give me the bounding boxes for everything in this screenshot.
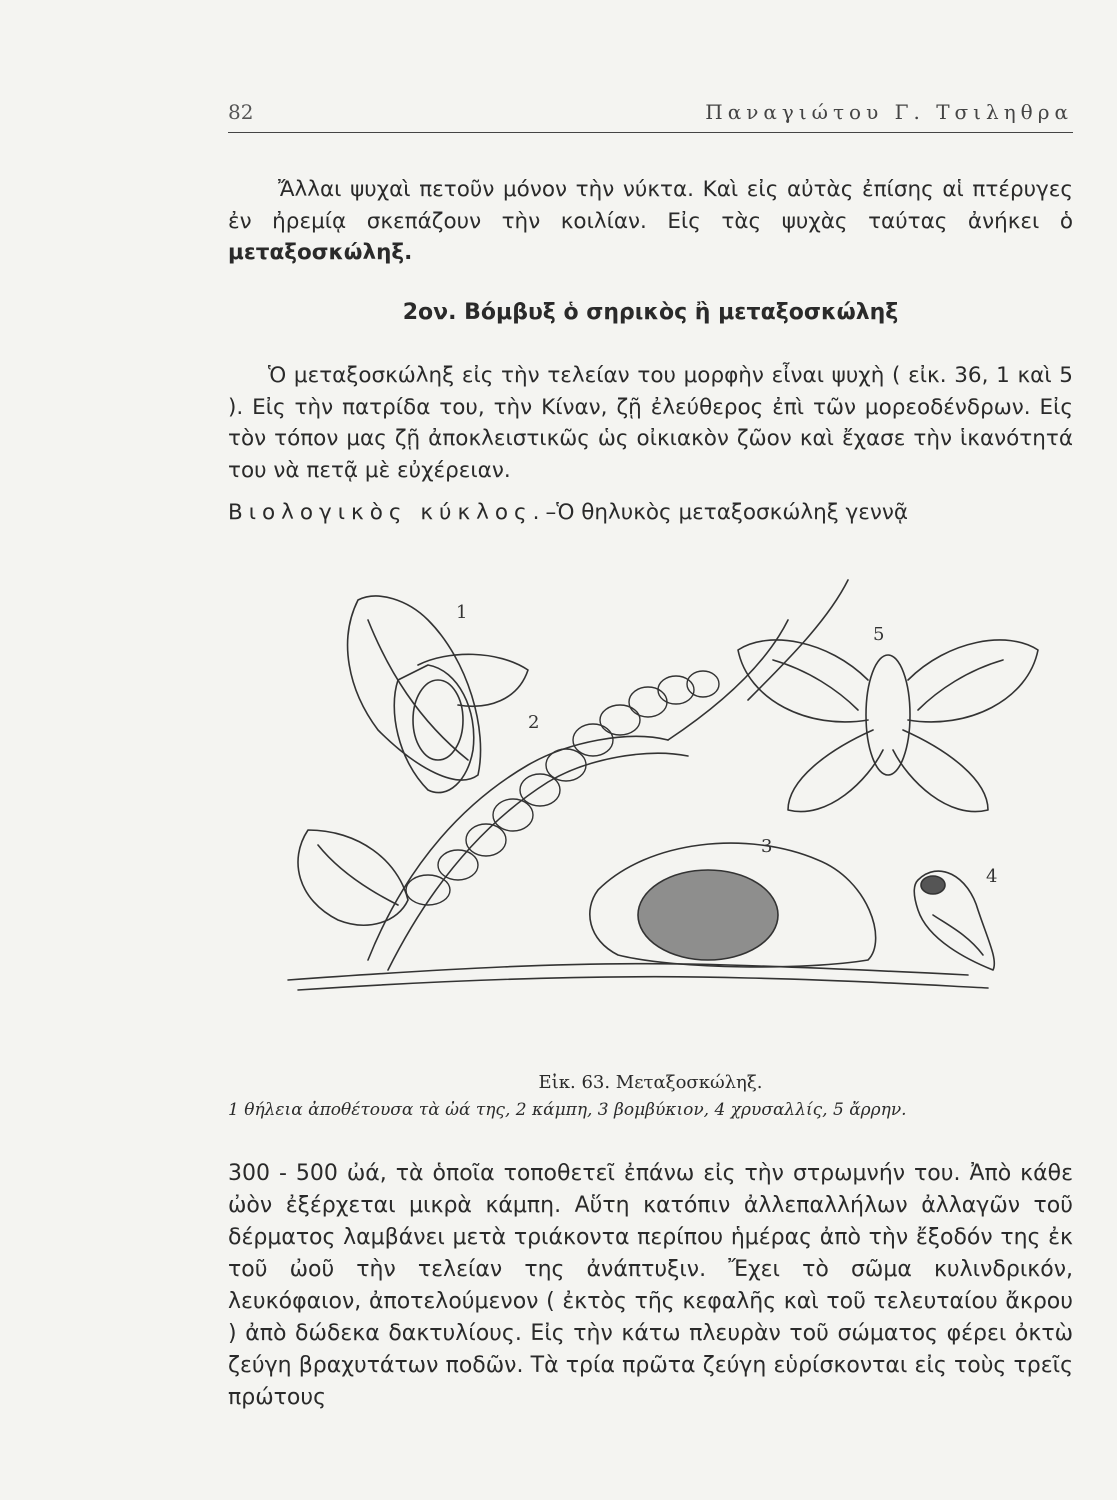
paragraph-3 xyxy=(228,497,1073,529)
spaced-title: Βιολογικὸς κύκλος. xyxy=(228,500,546,525)
silkworm-figure xyxy=(228,560,1073,1040)
paragraph-4: 300 - 500 ὠά, τὰ ὁποῖα τοποθετεῖ ἐπάνω εἰς τὴν στρωμνήν του. Ἀπὸ κάθε ὠὸν ἐξέρχεται μικρὰ κάμπη. Αὕτη κατόπιν ἀλλεπαλλήλων ἀλλαγῶν τοῦ δέρματος λαμβάνει μετὰ τριάκοντα περίπου ἡμέρας ἀπὸ τὴν ἔξοδόν της ἐκ τοῦ ὠοῦ τὴν τελείαν της ἀνάπτυξιν. Ἔχει τὸ σῶμα κυλινδρικόν, λευκόφαιον, ἀποτελούμενον ( ἐκτὸς τῆς κεφαλῆς καὶ τοῦ τελευταίου ἄκρου ) ἀπὸ δώδεκα δακτυλίους. Εἰς τὴν κάτω πλευρὰν τοῦ σώματος φέρει ὀκτὼ ζεύγη βραχυτάτων ποδῶν. Τὰ τρία πρῶτα ζεύγη εὑρίσκονται εἰς τοὺς τρεῖς πρώτους xyxy=(228,1161,1073,1410)
paragraph-1-text: Ἄλλαι ψυχαὶ πετοῦν μόνον τὴν νύκτα. Καὶ εἰς αὐτὰς ἐπίσης αἱ πτέρυγες ἐν ἠρεμίᾳ σκεπάζουν τὴν κοιλίαν. Εἰς τὰς ψυχὰς ταύτας ἀνήκει ὁ xyxy=(228,177,1073,234)
figure-label-5: 5 xyxy=(873,624,885,645)
page-header xyxy=(228,100,1073,133)
chrysalis xyxy=(914,871,994,970)
paragraph-3-text: –Ὁ θηλυκὸς μεταξοσκώληξ γεννᾷ xyxy=(545,500,909,525)
figure-label-2: 2 xyxy=(528,712,540,733)
paragraph-2: Ὁ μεταξοσκώληξ εἰς τὴν τελείαν του μορφὴν εἶναι ψυχὴ ( εἰκ. 36, 1 καὶ 5 ). Εἰς τὴν πατρίδα του, τὴν Κίναν, ζῇ ἐλεύθερος ἐπὶ τῶν μορεοδένδρων. Εἰς τὸν τόπον μας ζῇ ἀποκλειστικῶς ὡς οἰκιακὸν ζῶον καὶ ἔχασε τὴν ἱκανότητά του νὰ πετᾷ μὲ εὐχέρειαν. xyxy=(228,363,1073,483)
figure-legend: 1 θήλεια ἀποθέτουσα τὰ ὠά της, 2 κάμπη, 3 βομβύκιον, 4 χρυσαλλίς, 5 ἄρρην. xyxy=(228,1100,907,1120)
male-moth xyxy=(738,640,1038,812)
silkworm-illustration xyxy=(228,560,1073,1040)
cocoon xyxy=(638,870,778,960)
paragraph-1 xyxy=(228,174,1073,269)
page-number: 82 xyxy=(228,100,254,124)
figure-label-1: 1 xyxy=(456,602,468,623)
running-head: Παναγιώτου Γ. Τσιληθρα xyxy=(705,100,1073,124)
figure-label-4: 4 xyxy=(986,866,998,887)
figure-label-3: 3 xyxy=(761,836,773,857)
figure-caption: Εἰκ. 63. Μεταξοσκώληξ. xyxy=(538,1072,763,1093)
section-heading: 2ον. Βόμβυξ ὁ σηρικὸς ἢ μεταξοσκώληξ xyxy=(402,300,899,325)
bold-term: μεταξοσκώληξ. xyxy=(228,240,413,265)
